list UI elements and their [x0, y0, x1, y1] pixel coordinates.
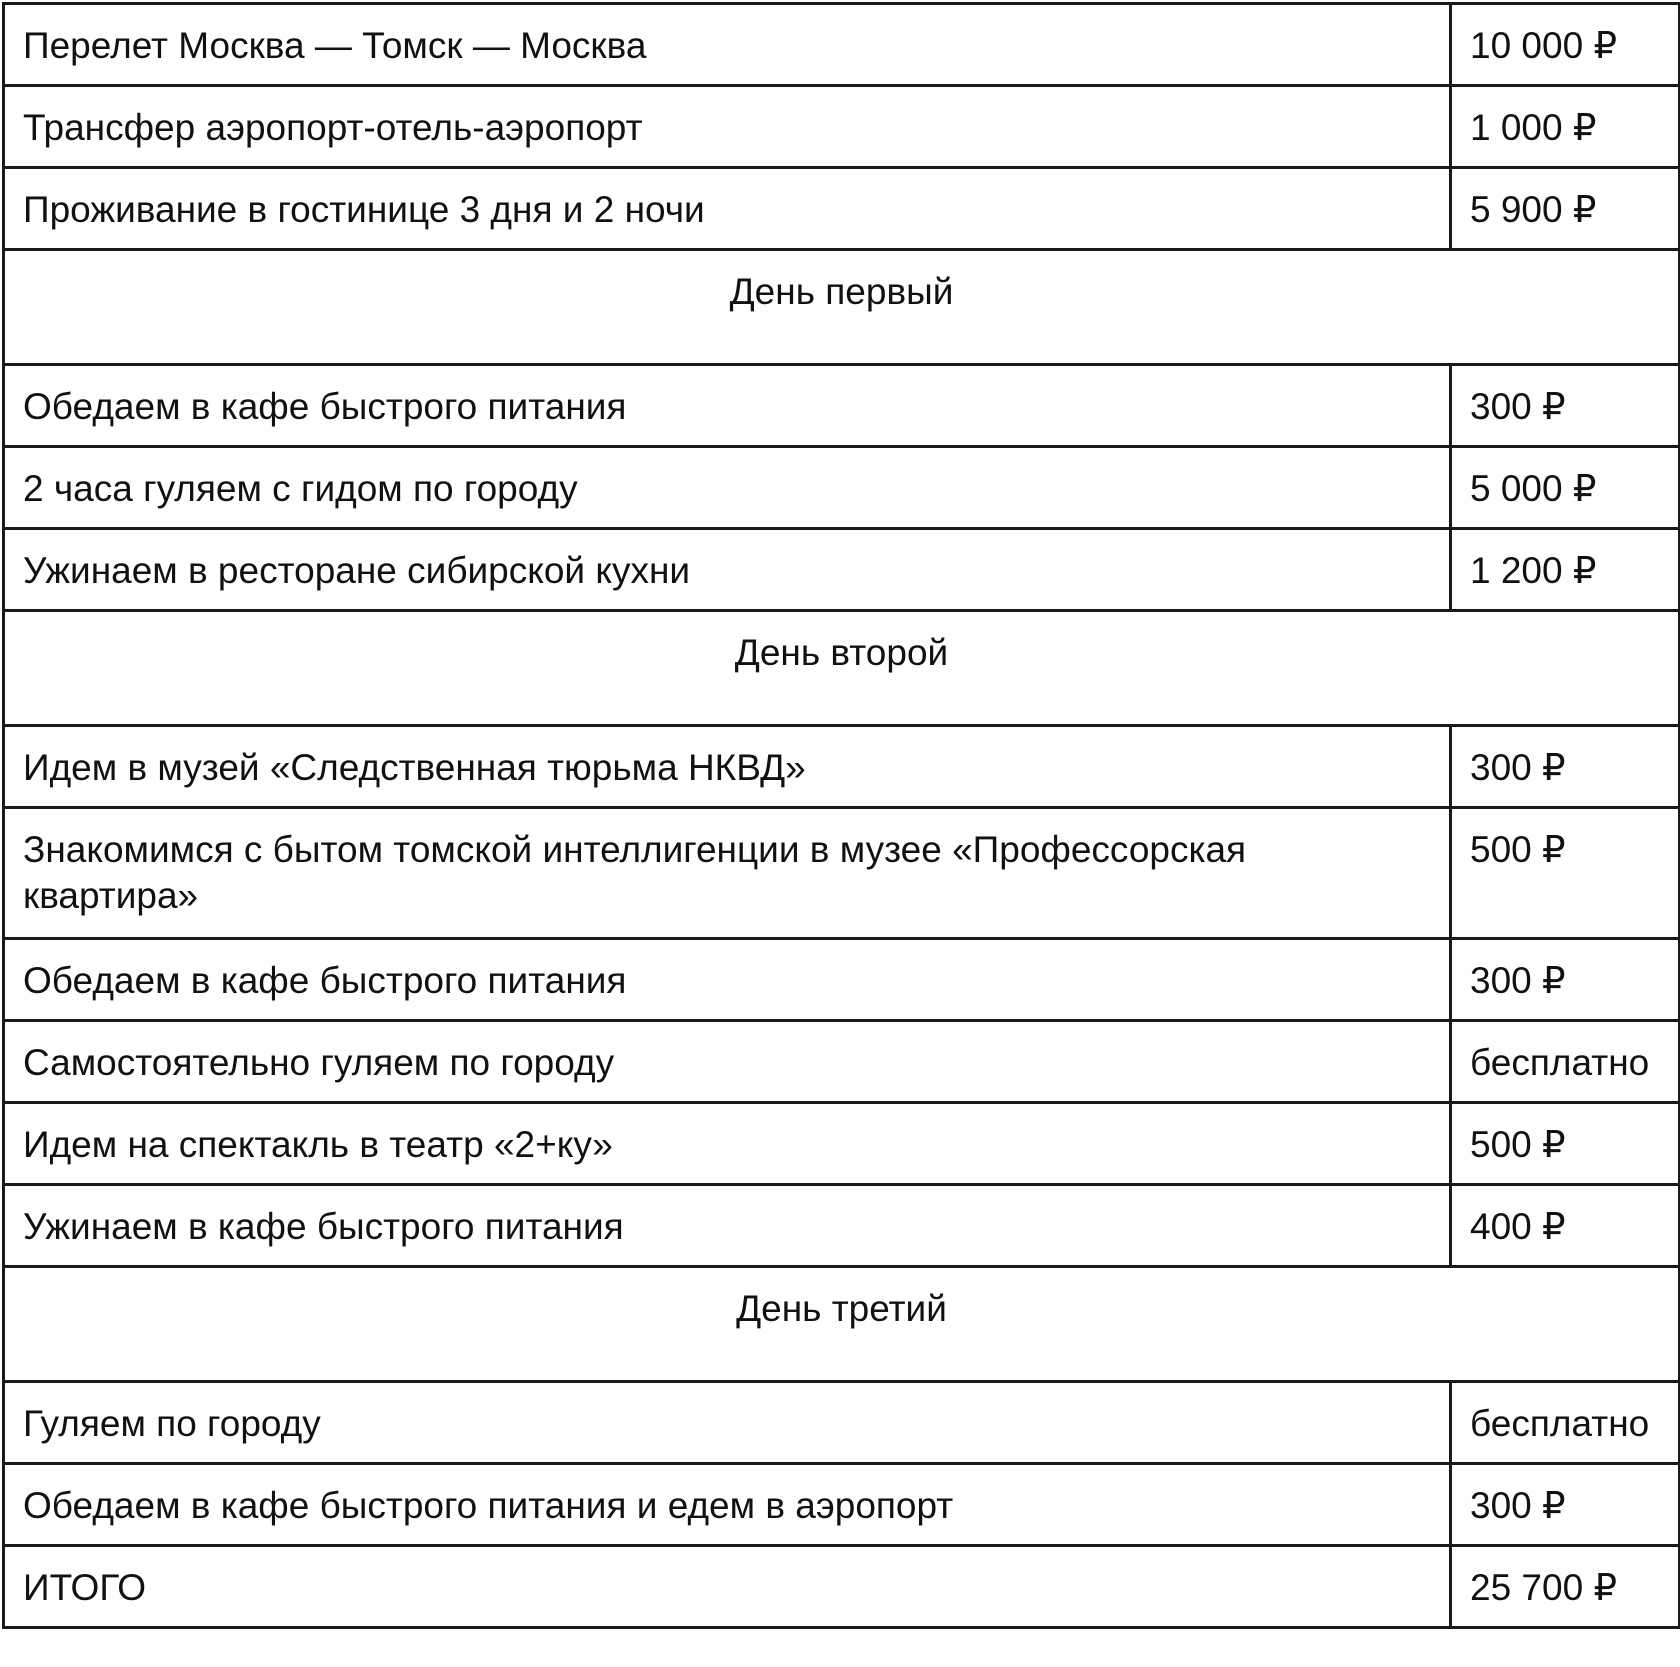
item-price-cell [1451, 86, 1680, 168]
table-row [4, 1464, 1680, 1546]
item-price: 10 000 ₽ [1470, 25, 1617, 66]
item-description-cell [4, 365, 1451, 447]
item-description: Гуляем по городу [23, 1403, 321, 1444]
table-row [4, 1103, 1680, 1185]
total-label: ИТОГО [23, 1567, 147, 1608]
table-row [4, 1185, 1680, 1267]
day-header-cell [4, 250, 1680, 365]
table-row [4, 1382, 1680, 1464]
item-price: бесплатно [1470, 1042, 1650, 1083]
item-description: Самостоятельно гуляем по городу [23, 1042, 615, 1083]
item-description-cell [4, 808, 1451, 939]
item-price-cell [1451, 1382, 1680, 1464]
total-label-cell [4, 1546, 1451, 1628]
item-description-cell [4, 1021, 1451, 1103]
table-row [4, 447, 1680, 529]
day-header-cell [4, 1267, 1680, 1382]
item-price-cell [1451, 4, 1680, 86]
item-price: 500 ₽ [1470, 1124, 1566, 1165]
item-price: 300 ₽ [1470, 747, 1566, 788]
item-description-cell [4, 4, 1451, 86]
day-title: День третий [736, 1288, 947, 1329]
budget-table [2, 2, 1680, 1629]
total-price-cell [1451, 1546, 1680, 1628]
table-row [4, 808, 1680, 939]
item-price-cell [1451, 1103, 1680, 1185]
item-description-cell [4, 1103, 1451, 1185]
item-description: Ужинаем в ресторане сибирской кухни [23, 550, 691, 591]
day-header-row-1 [4, 250, 1680, 365]
item-description-cell [4, 1185, 1451, 1267]
item-price: 300 ₽ [1470, 1485, 1566, 1526]
item-price: 1 000 ₽ [1470, 107, 1597, 148]
item-price: 500 ₽ [1470, 829, 1566, 870]
table-row [4, 939, 1680, 1021]
total-price: 25 700 ₽ [1470, 1567, 1617, 1608]
item-price: 300 ₽ [1470, 960, 1566, 1001]
item-description: Перелет Москва — Томск — Москва [23, 25, 647, 66]
item-price-cell [1451, 1185, 1680, 1267]
table-row-total [4, 1546, 1680, 1628]
item-description-cell [4, 447, 1451, 529]
item-price: 300 ₽ [1470, 386, 1566, 427]
item-price-cell [1451, 447, 1680, 529]
item-price: 5 000 ₽ [1470, 468, 1597, 509]
item-price-cell [1451, 365, 1680, 447]
item-price-cell [1451, 1021, 1680, 1103]
item-description: Идем в музей «Следственная тюрьма НКВД» [23, 747, 806, 788]
table-row [4, 726, 1680, 808]
item-price: бесплатно [1470, 1403, 1650, 1444]
item-description: Идем на спектакль в театр «2+ку» [23, 1124, 613, 1165]
table-row [4, 1021, 1680, 1103]
item-price-cell [1451, 726, 1680, 808]
item-description-cell [4, 168, 1451, 250]
table-row-flight [4, 4, 1680, 86]
item-price: 400 ₽ [1470, 1206, 1566, 1247]
item-description-cell [4, 726, 1451, 808]
item-price-cell [1451, 1464, 1680, 1546]
item-description: 2 часа гуляем с гидом по городу [23, 468, 578, 509]
item-description: Обедаем в кафе быстрого питания и едем в аэропорт [23, 1485, 954, 1526]
item-price: 1 200 ₽ [1470, 550, 1597, 591]
item-description: Обедаем в кафе быстрого питания [23, 386, 627, 427]
item-description: Знакомимся с бытом томской интеллигенции в музее «Профессорская квартира» [23, 829, 1247, 916]
table-row-hotel [4, 168, 1680, 250]
item-description-cell [4, 1382, 1451, 1464]
item-description-cell [4, 939, 1451, 1021]
day-header-row-2 [4, 611, 1680, 726]
item-price: 5 900 ₽ [1470, 189, 1597, 230]
day-title: День первый [729, 271, 954, 312]
item-description: Ужинаем в кафе быстрого питания [23, 1206, 624, 1247]
table-row [4, 365, 1680, 447]
item-price-cell [1451, 808, 1680, 939]
item-description: Проживание в гостинице 3 дня и 2 ночи [23, 189, 705, 230]
table-row-transfer [4, 86, 1680, 168]
item-description: Обедаем в кафе быстрого питания [23, 960, 627, 1001]
budget-table-body [4, 4, 1680, 1628]
item-price-cell [1451, 939, 1680, 1021]
item-description-cell [4, 1464, 1451, 1546]
day-header-cell [4, 611, 1680, 726]
item-description-cell [4, 86, 1451, 168]
day-header-row-3 [4, 1267, 1680, 1382]
item-description-cell [4, 529, 1451, 611]
item-description: Трансфер аэропорт-отель-аэропорт [23, 107, 643, 148]
item-price-cell [1451, 529, 1680, 611]
item-price-cell [1451, 168, 1680, 250]
day-title: День второй [734, 632, 949, 673]
table-row [4, 529, 1680, 611]
